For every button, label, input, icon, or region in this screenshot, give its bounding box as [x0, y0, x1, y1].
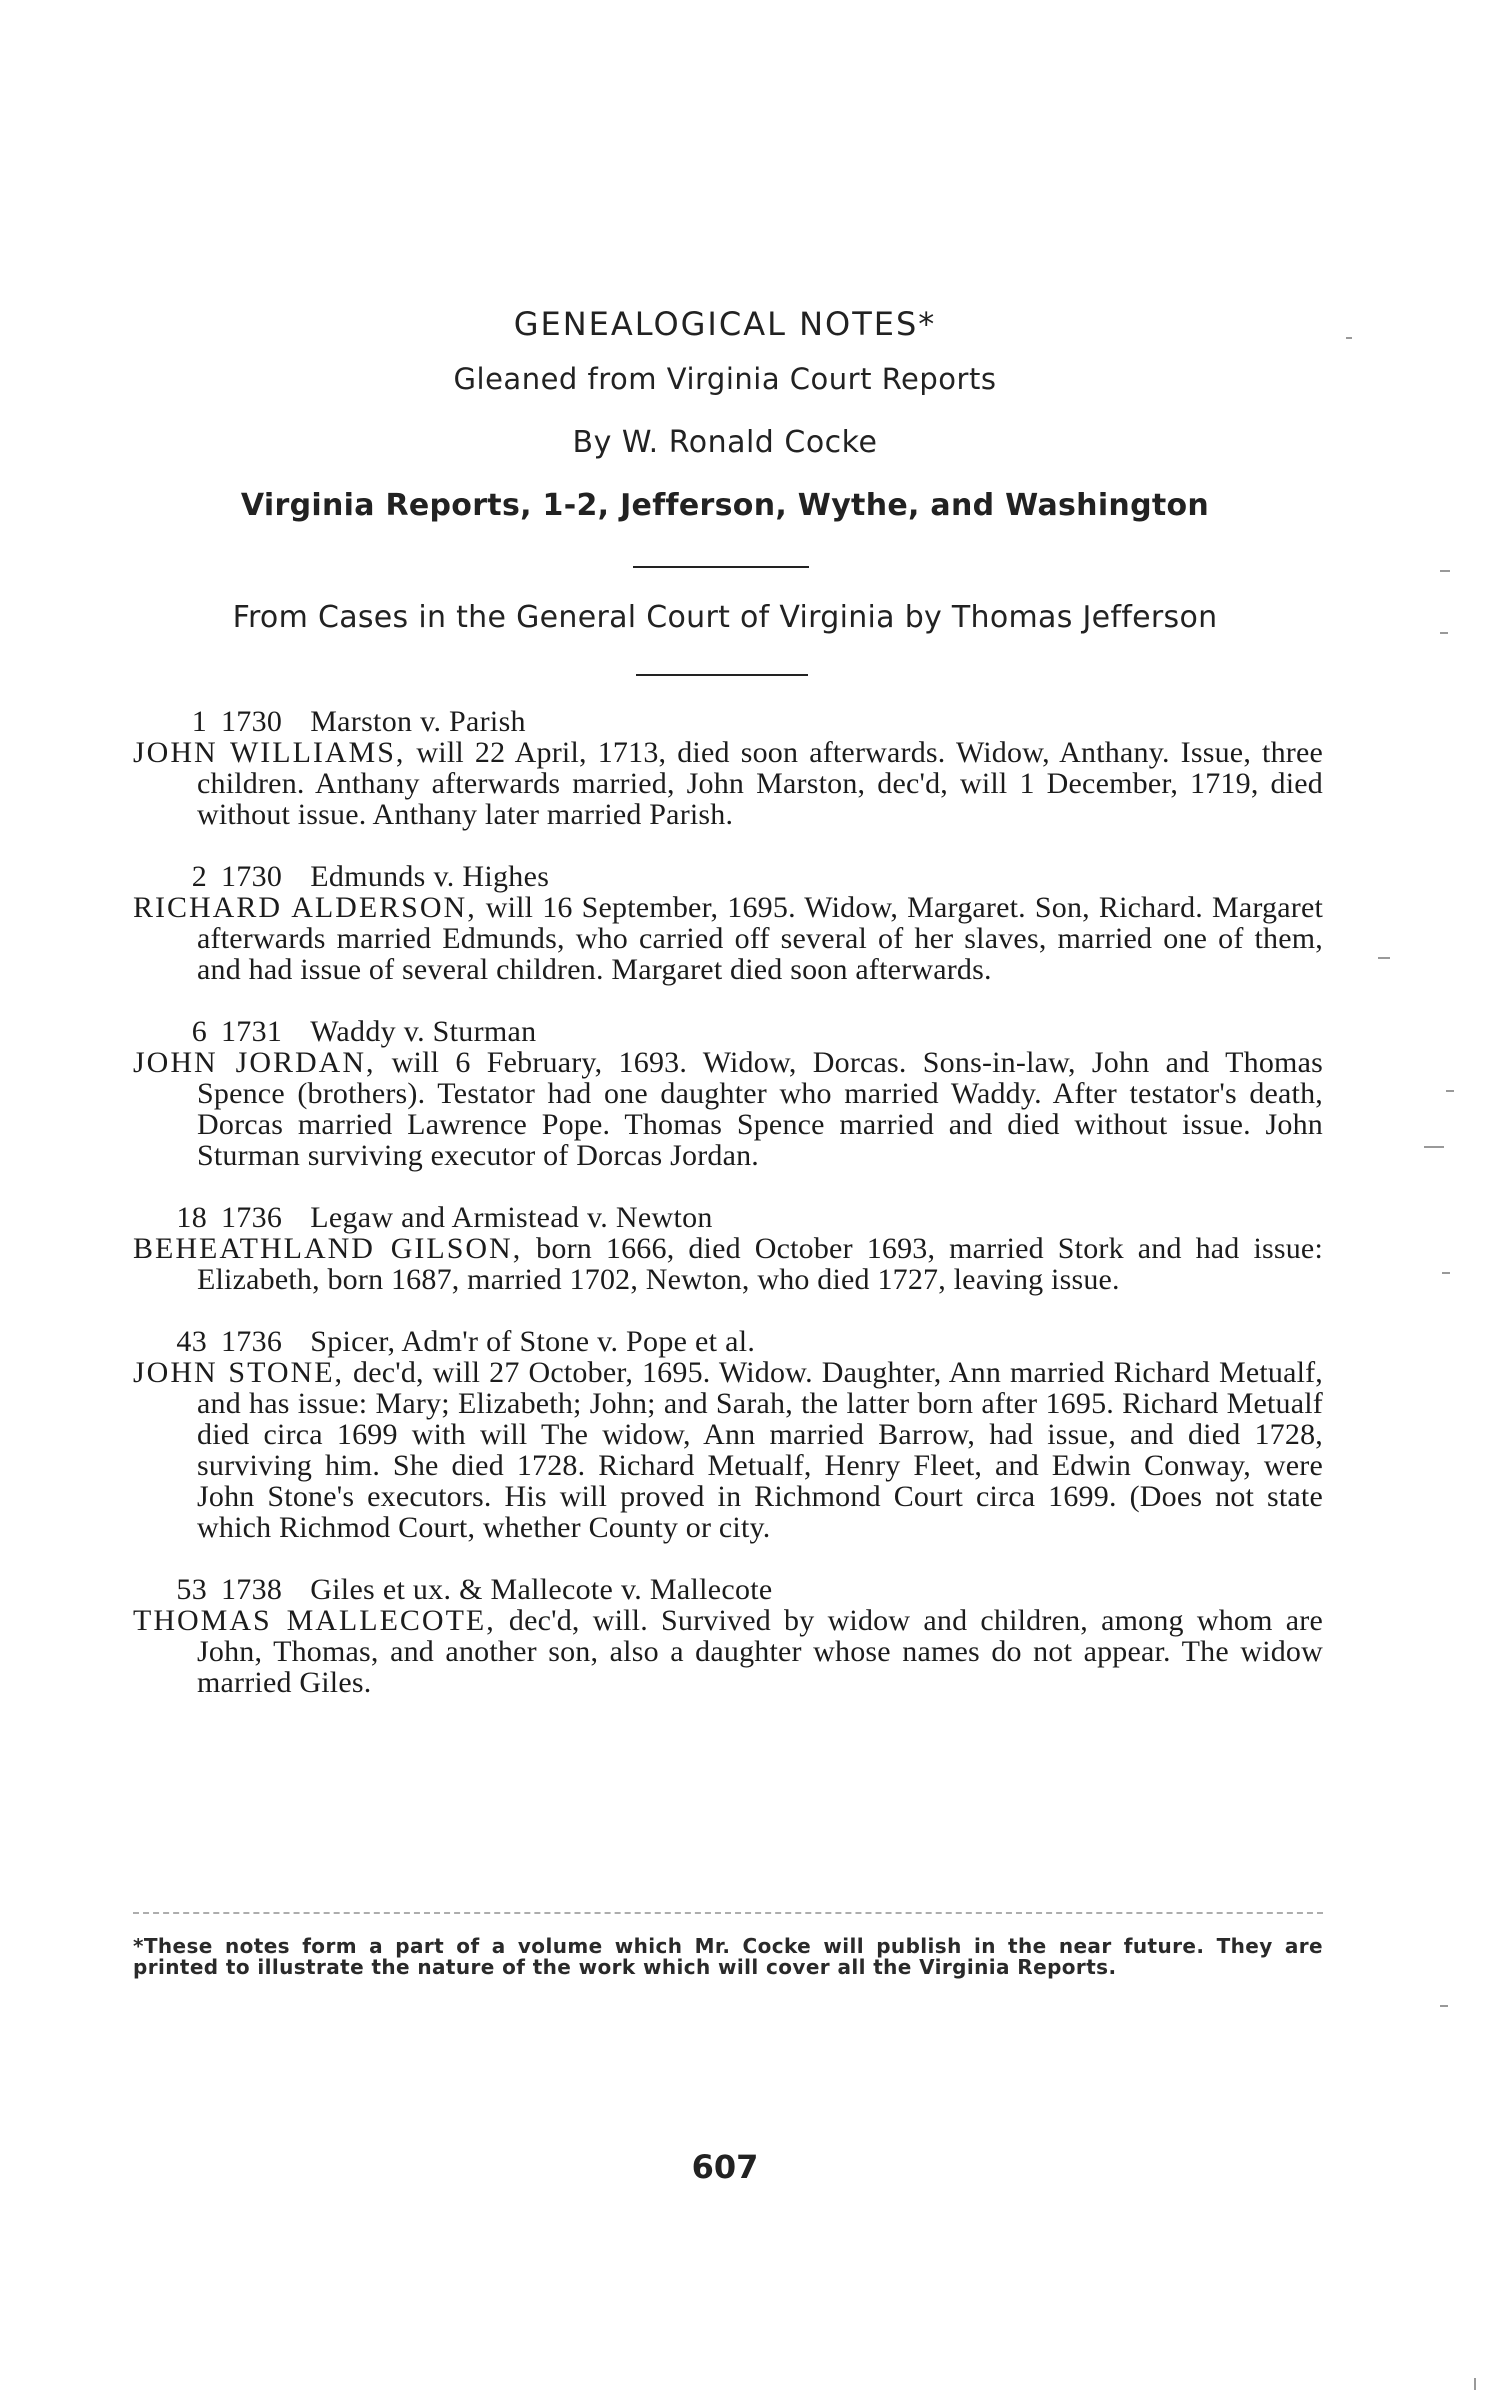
person-name: THOMAS MALLECOTE,	[133, 1604, 496, 1637]
case-body	[133, 892, 1323, 985]
divider-rule	[633, 566, 809, 568]
case-text: born 1666, died October 1693, married Stork and had issue: Elizabeth, born 1687, married 1702, Newton, who died 1727, leaving issue.	[197, 1232, 1323, 1296]
case-entry	[133, 706, 1323, 830]
case-year: 1731	[221, 1015, 283, 1048]
case-number: 6	[191, 1015, 207, 1048]
case-entry	[133, 1326, 1323, 1543]
scan-speck	[1440, 2005, 1448, 2007]
case-year: 1730	[221, 705, 283, 738]
case-text: dec'd, will. Survived by widow and children, among whom are John, Thomas, and another son, also a daughter whose names do not appear. The widow married Giles.	[197, 1604, 1324, 1699]
case-number: 43	[176, 1325, 207, 1358]
page-title: GENEALOGICAL NOTES*	[513, 305, 937, 343]
case-text: will 22 April, 1713, died soon afterwards. Widow, Anthany. Issue, three children. Anthany afterwards married, John Marston, dec'd, will 1 December, 1719, died without issue. Anthany later married Parish.	[197, 736, 1323, 831]
scan-speck	[1346, 337, 1352, 339]
case-entry	[133, 1202, 1323, 1295]
case-heading	[133, 706, 1323, 737]
case-year: 1736	[221, 1201, 283, 1234]
case-number: 53	[176, 1573, 207, 1606]
case-body	[133, 737, 1323, 830]
case-entry	[133, 861, 1323, 985]
scan-speck	[1440, 570, 1450, 572]
case-year: 1730	[221, 860, 283, 893]
case-heading	[133, 1326, 1323, 1357]
case-heading	[133, 861, 1323, 892]
case-year: 1738	[221, 1573, 283, 1606]
footnote-separator	[133, 1912, 1323, 1914]
case-number: 18	[176, 1201, 207, 1234]
author-byline: By W. Ronald Cocke	[572, 425, 878, 460]
reports-heading: Virginia Reports, 1-2, Jefferson, Wythe, and Washington	[240, 488, 1210, 523]
case-title: Marston v. Parish	[310, 705, 526, 738]
scan-speck	[1440, 632, 1448, 634]
case-title: Edmunds v. Highes	[310, 860, 550, 893]
scan-speck	[1424, 1146, 1444, 1148]
case-entries	[133, 706, 1323, 1729]
case-text: will 6 February, 1693. Widow, Dorcas. Sons-in-law, John and Thomas Spence (brothers). Testator had one daughter who married Waddy. After testator's death, Dorcas married Lawrence Pope. Thomas Spence married and died without issue. John Sturman surviving executor of Dorcas Jordan.	[197, 1046, 1323, 1172]
person-name: JOHN WILLIAMS,	[133, 736, 406, 769]
scan-speck	[1442, 1272, 1450, 1274]
case-heading	[133, 1574, 1323, 1605]
case-body	[133, 1233, 1323, 1295]
footnote: *These notes form a part of a volume which Mr. Cocke will publish in the near future. They are printed to illustrate the nature of the work which will cover all the Virginia Reports.	[133, 1934, 1323, 1979]
case-body	[133, 1357, 1323, 1543]
case-heading	[133, 1016, 1323, 1047]
case-heading	[133, 1202, 1323, 1233]
scan-speck	[1446, 1090, 1454, 1092]
case-text: will 16 September, 1695. Widow, Margaret. Son, Richard. Margaret afterwards married Edmunds, who carried off several of her slaves, married one of them, and had issue of several children. Margaret died soon afterwards.	[197, 891, 1323, 986]
page-number: 607	[691, 2148, 759, 2186]
case-title: Waddy v. Sturman	[310, 1015, 537, 1048]
person-name: BEHEATHLAND GILSON,	[133, 1232, 523, 1265]
case-number: 2	[191, 860, 207, 893]
case-title: Legaw and Armistead v. Newton	[310, 1201, 713, 1234]
divider-rule	[636, 674, 808, 676]
scan-speck	[1474, 2378, 1476, 2390]
case-body	[133, 1605, 1323, 1698]
case-number: 1	[191, 705, 207, 738]
person-name: JOHN STONE,	[133, 1356, 345, 1389]
case-body	[133, 1047, 1323, 1171]
case-title: Giles et ux. & Mallecote v. Mallecote	[310, 1573, 773, 1606]
case-entry	[133, 1016, 1323, 1171]
page-subtitle: Gleaned from Virginia Court Reports	[453, 362, 997, 396]
scan-speck	[1378, 957, 1390, 959]
case-text: dec'd, will 27 October, 1695. Widow. Daughter, Ann married Richard Metualf, and has issue: Mary; Elizabeth; John; and Sarah, the latter born after 1695. Richard Metualf died circa 1699 with will The widow, Ann married Barrow, had issue, and died 1728, surviving him. She died 1728. Richard Metualf, Henry Fleet, and Edwin Conway, were John Stone's executors. His will proved in Richmond Court circa 1699. (Does not state which Richmod Court, whether County or city.	[197, 1356, 1324, 1544]
section-heading: From Cases in the General Court of Virginia by Thomas Jefferson	[232, 600, 1218, 635]
person-name: JOHN JORDAN,	[133, 1046, 376, 1079]
case-year: 1736	[221, 1325, 283, 1358]
person-name: RICHARD ALDERSON,	[133, 891, 477, 924]
case-entry	[133, 1574, 1323, 1698]
case-title: Spicer, Adm'r of Stone v. Pope et al.	[310, 1325, 756, 1358]
